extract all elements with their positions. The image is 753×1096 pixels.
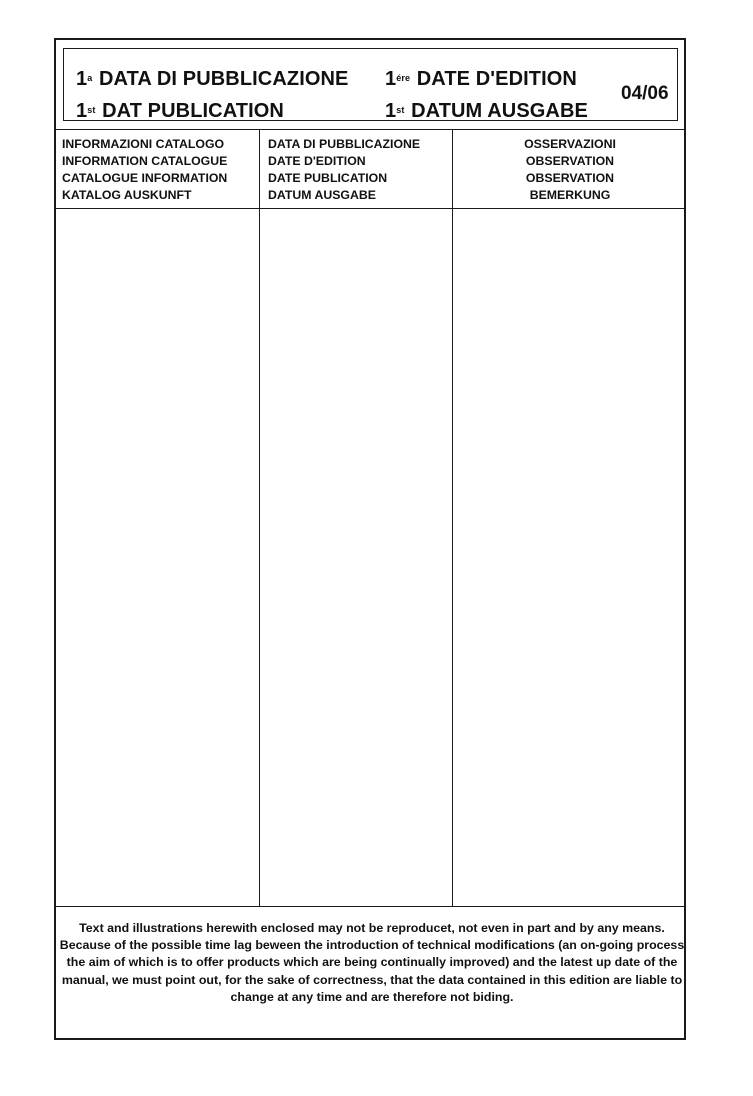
publication-date-header <box>63 48 678 121</box>
column-header-line: DATE PUBLICATION <box>268 171 388 185</box>
table-top-divider <box>56 129 684 130</box>
header-title-french: $1^{ére}$ DATE D'EDITION <box>385 68 577 90</box>
document-sheet <box>54 38 686 1040</box>
column-header-line: INFORMATION CATALOGUE <box>62 154 228 168</box>
column-header-line: INFORMAZIONI CATALOGO <box>62 137 225 151</box>
column-header-line: OBSERVATION <box>525 171 615 185</box>
column-header-line: DATUM AUSGABE <box>268 188 376 202</box>
footer-divider <box>56 906 684 907</box>
disclaimer-modifications: Because of the possible time lag beween the introduction of technical modifications (an on-going process the aim of which is to offer products which are being continually improved) and the latest up date of the manual, we must point out, for the sake of correctness, that the data contained in this edition are liable to change at any time and are therefore not biding. <box>59 938 685 1004</box>
column-divider-1 <box>259 129 260 906</box>
column-header-line: DATE D'EDITION <box>268 154 366 168</box>
column-header-catalogue-info <box>62 136 227 204</box>
header-title-english: 1st DAT PUBLICATION <box>76 100 284 122</box>
column-header-publication-date <box>268 136 420 204</box>
disclaimer-reproduction: Text and illustrations herewith enclosed may not be reproducet, not even in part and by any means. <box>79 921 665 935</box>
edition-code: 04/06 <box>621 83 669 104</box>
column-header-line: BEMERKUNG <box>529 188 611 202</box>
column-header-line: OBSERVATION <box>525 154 615 168</box>
column-header-line: KATALOG AUSKUNFT <box>62 188 192 202</box>
disclaimer-text <box>58 920 686 1006</box>
column-header-observations <box>454 136 686 204</box>
column-header-line: DATA DI PUBBLICAZIONE <box>268 137 421 151</box>
header-title-italian: 1$^a$ DATA DI PUBBLICAZIONE <box>76 68 349 90</box>
column-header-line: OSSERVAZIONI <box>524 137 616 151</box>
column-header-line: CATALOGUE INFORMATION <box>62 171 228 185</box>
header-title-german: 1st DATUM AUSGABE <box>385 100 588 122</box>
column-divider-2 <box>452 129 453 906</box>
column-header-divider <box>56 208 684 209</box>
